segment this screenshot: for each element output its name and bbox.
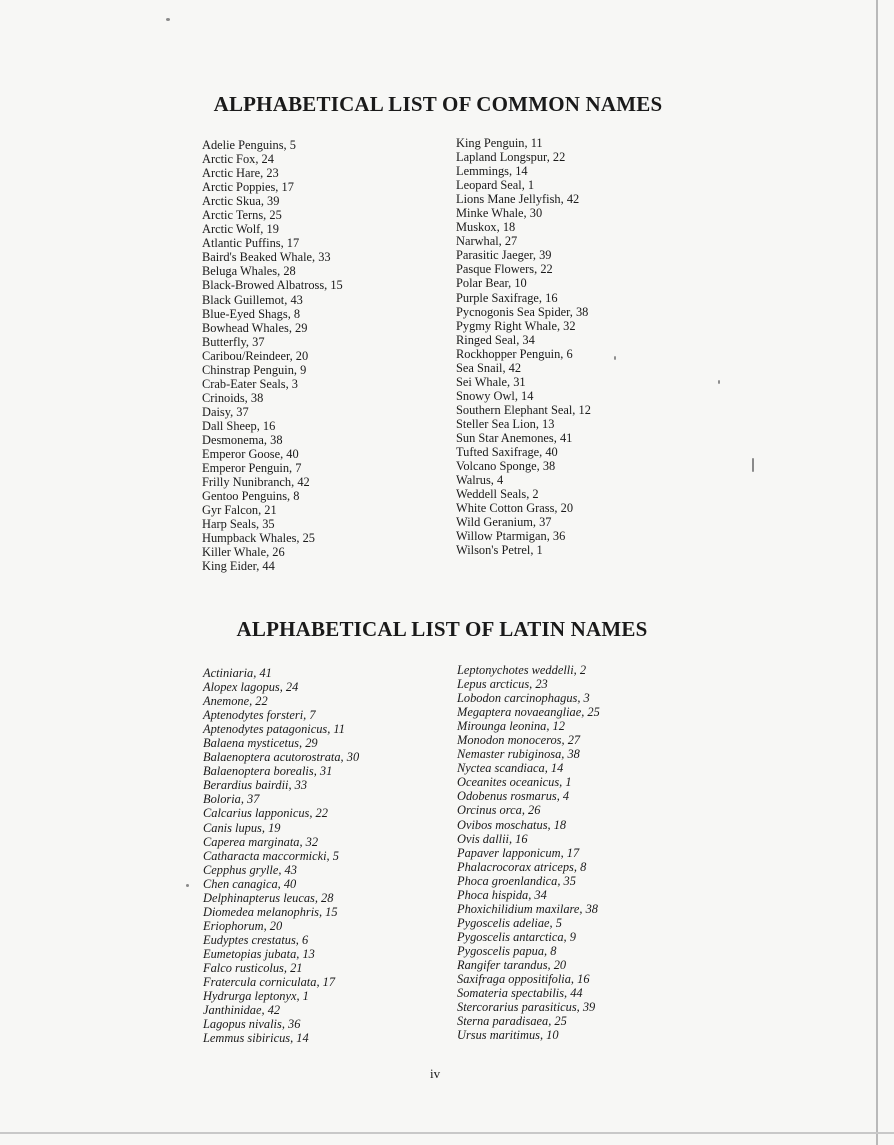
latin-name-entry: Pygoscelis adeliae, 5: [457, 915, 562, 930]
common-name-entry: Volcano Sponge, 38: [456, 459, 556, 474]
common-name-entry: Polar Bear, 10: [456, 276, 527, 291]
latin-names-title: ALPHABETICAL LIST OF LATIN NAMES: [236, 617, 648, 641]
latin-name-entry: Lepus arcticus, 23: [457, 677, 548, 692]
common-names-title: ALPHABETICAL LIST OF COMMON NAMES: [213, 92, 663, 116]
common-name-entry: Willow Ptarmigan, 36: [456, 529, 566, 544]
latin-name-entry: Berardius bairdii, 33: [203, 778, 308, 793]
common-name-entry: Dall Sheep, 16: [202, 418, 276, 433]
scan-speck: [186, 884, 189, 887]
latin-name-entry: Phoxichilidium maxilare, 38: [457, 901, 598, 916]
latin-name-entry: Eumetopias jubata, 13: [203, 946, 315, 961]
common-name-entry: Arctic Skua, 39: [202, 194, 280, 209]
common-name-entry: Tufted Saxifrage, 40: [456, 445, 558, 460]
common-name-entry: Humpback Whales, 25: [202, 531, 315, 546]
common-name-entry: Parasitic Jaeger, 39: [456, 248, 552, 263]
common-name-entry: Steller Sea Lion, 13: [456, 416, 555, 431]
latin-name-entry: Boloria, 37: [203, 792, 260, 807]
common-name-entry: King Penguin, 11: [456, 136, 543, 150]
latin-name-entry: Anemone, 22: [203, 694, 268, 709]
common-name-entry: Pycnogonis Sea Spider, 38: [456, 304, 589, 319]
common-name-entry: Walrus, 4: [456, 473, 504, 488]
latin-name-entry: Janthinidae, 42: [203, 1003, 281, 1018]
latin-name-entry: Balaenoptera borealis, 31: [203, 764, 333, 779]
latin-name-entry: Canis lupus, 19: [203, 820, 281, 835]
latin-name-entry: Oceanites oceanicus, 1: [457, 775, 572, 790]
common-name-entry: Rockhopper Penguin, 6: [456, 346, 573, 361]
common-name-entry: Arctic Poppies, 17: [202, 180, 294, 195]
common-name-entry: Atlantic Puffins, 17: [202, 236, 300, 251]
latin-name-entry: Actiniaria, 41: [203, 666, 272, 680]
common-name-entry: White Cotton Grass, 20: [456, 501, 574, 516]
common-name-entry: Blue-Eyed Shags, 8: [202, 306, 301, 321]
common-name-entry: Purple Saxifrage, 16: [456, 290, 558, 305]
common-name-entry: Narwhal, 27: [456, 234, 518, 249]
latin-name-entry: Phoca groenlandica, 35: [457, 873, 576, 888]
common-name-entry: Southern Elephant Seal, 12: [456, 402, 591, 417]
common-name-entry: Caribou/Reindeer, 20: [202, 348, 309, 363]
latin-name-entry: Somateria spectabilis, 44: [457, 986, 583, 1001]
common-name-entry: Lions Mane Jellyfish, 42: [456, 192, 580, 207]
common-name-entry: Chinstrap Penguin, 9: [202, 362, 307, 377]
common-name-entry: Arctic Fox, 24: [202, 152, 274, 167]
latin-name-entry: Odobenus rosmarus, 4: [457, 789, 570, 804]
common-name-entry: Wild Geranium, 37: [456, 515, 552, 530]
common-name-entry: Wilson's Petrel, 1: [456, 543, 543, 558]
latin-name-entry: Orcinus orca, 26: [457, 803, 541, 818]
latin-name-entry: Ovis dallii, 16: [457, 831, 528, 846]
common-name-entry: Ringed Seal, 34: [456, 332, 535, 347]
scan-edge-right: [876, 0, 878, 1145]
latin-name-entry: Ovibos moschatus, 18: [457, 817, 567, 832]
latin-names-left-column: [203, 666, 359, 1045]
latin-name-entry: Hydrurga leptonyx, 1: [203, 989, 309, 1004]
common-name-entry: Frilly Nunibranch, 42: [202, 475, 310, 490]
common-name-entry: Crab-Eater Seals, 3: [202, 376, 298, 391]
common-name-entry: Sei Whale, 31: [456, 374, 526, 389]
common-name-entry: Pasque Flowers, 22: [456, 262, 553, 277]
latin-name-entry: Phalacrocorax atriceps, 8: [457, 859, 587, 874]
common-name-entry: Weddell Seals, 2: [456, 487, 539, 502]
common-name-entry: Beluga Whales, 28: [202, 264, 296, 279]
latin-name-entry: Stercorarius parasiticus, 39: [457, 1000, 596, 1015]
latin-name-entry: Alopex lagopus, 24: [203, 680, 299, 695]
latin-name-entry: Balaena mysticetus, 29: [203, 736, 318, 751]
common-name-entry: Emperor Penguin, 7: [202, 461, 302, 476]
latin-name-entry: Falco rusticolus, 21: [203, 960, 303, 975]
common-name-entry: Snowy Owl, 14: [456, 388, 534, 403]
common-name-entry: Desmonema, 38: [202, 432, 283, 447]
common-name-entry: Black-Browed Albatross, 15: [202, 278, 343, 293]
common-name-entry: Arctic Wolf, 19: [202, 222, 279, 237]
latin-name-entry: Catharacta maccormicki, 5: [203, 848, 339, 863]
common-name-entry: Daisy, 37: [202, 404, 249, 419]
common-name-entry: Killer Whale, 26: [202, 545, 285, 560]
common-name-entry: Lemmings, 14: [456, 164, 528, 179]
common-name-entry: Sea Snail, 42: [456, 360, 522, 375]
latin-name-entry: Pygoscelis antarctica, 9: [457, 929, 576, 944]
latin-name-entry: Eudyptes crestatus, 6: [203, 932, 309, 947]
latin-name-entry: Phoca hispida, 34: [457, 887, 547, 902]
latin-name-entry: Caperea marginata, 32: [203, 834, 319, 849]
common-names-right-column: [456, 136, 591, 557]
common-name-entry: Baird's Beaked Whale, 33: [202, 250, 331, 265]
latin-name-entry: Nyctea scandiaca, 14: [457, 761, 564, 776]
latin-name-entry: Balaenoptera acutorostrata, 30: [203, 750, 360, 765]
latin-name-entry: Cepphus grylle, 43: [203, 862, 297, 877]
latin-name-entry: Rangifer tarandus, 20: [457, 957, 567, 972]
latin-name-entry: Monodon monoceros, 27: [457, 733, 581, 748]
common-names-left-column: [202, 138, 343, 573]
common-name-entry: Leopard Seal, 1: [456, 178, 535, 193]
common-name-entry: Gentoo Penguins, 8: [202, 489, 300, 504]
latin-name-entry: Aptenodytes forsteri, 7: [203, 708, 316, 723]
latin-name-entry: Mirounga leonina, 12: [457, 719, 565, 734]
latin-name-entry: Pygoscelis papua, 8: [457, 943, 557, 958]
latin-name-entry: Lagopus nivalis, 36: [203, 1017, 301, 1032]
common-name-entry: King Eider, 44: [202, 559, 275, 574]
latin-name-entry: Sterna paradisaea, 25: [457, 1014, 567, 1029]
latin-name-entry: Leptonychotes weddelli, 2: [457, 663, 587, 677]
latin-name-entry: Fratercula corniculata, 17: [203, 975, 336, 990]
common-name-entry: Arctic Terns, 25: [202, 208, 282, 223]
common-name-entry: Bowhead Whales, 29: [202, 320, 308, 335]
latin-name-entry: Ursus maritimus, 10: [457, 1028, 559, 1043]
scan-speck: [166, 18, 170, 21]
page-number: iv: [430, 1066, 441, 1081]
common-name-entry: Sun Star Anemones, 41: [456, 430, 573, 445]
common-name-entry: Muskox, 18: [456, 220, 516, 235]
common-name-entry: Black Guillemot, 43: [202, 292, 303, 307]
latin-name-entry: Chen canagica, 40: [203, 876, 297, 891]
latin-names-right-column: [457, 663, 600, 1042]
latin-name-entry: Delphinapterus leucas, 28: [203, 890, 334, 905]
latin-name-entry: Nemaster rubiginosa, 38: [457, 747, 580, 762]
latin-name-entry: Lemmus sibiricus, 14: [203, 1031, 309, 1046]
common-name-entry: Pygmy Right Whale, 32: [456, 318, 576, 333]
common-name-entry: Arctic Hare, 23: [202, 166, 279, 181]
common-name-entry: Lapland Longspur, 22: [456, 150, 566, 165]
scan-speck: [718, 380, 720, 384]
common-name-entry: Minke Whale, 30: [456, 206, 543, 221]
latin-name-entry: Lobodon carcinophagus, 3: [457, 691, 590, 706]
latin-name-entry: Megaptera novaeangliae, 25: [457, 705, 600, 720]
latin-name-entry: Eriophorum, 20: [203, 918, 283, 933]
latin-name-entry: Papaver lapponicum, 17: [457, 845, 580, 860]
common-name-entry: Butterfly, 37: [202, 334, 265, 349]
latin-name-entry: Aptenodytes patagonicus, 11: [203, 722, 345, 737]
scan-speck: [614, 356, 616, 360]
scan-edge-bottom: [0, 1132, 894, 1134]
common-name-entry: Harp Seals, 35: [202, 517, 275, 532]
common-name-entry: Crinoids, 38: [202, 390, 264, 405]
latin-name-entry: Diomedea melanophris, 15: [203, 904, 338, 919]
scan-speck: [752, 458, 754, 472]
common-name-entry: Adelie Penguins, 5: [202, 138, 296, 152]
latin-name-entry: Saxifraga oppositifolia, 16: [457, 972, 590, 987]
latin-name-entry: Calcarius lapponicus, 22: [203, 806, 328, 821]
common-name-entry: Emperor Goose, 40: [202, 447, 299, 462]
common-name-entry: Gyr Falcon, 21: [202, 503, 277, 518]
